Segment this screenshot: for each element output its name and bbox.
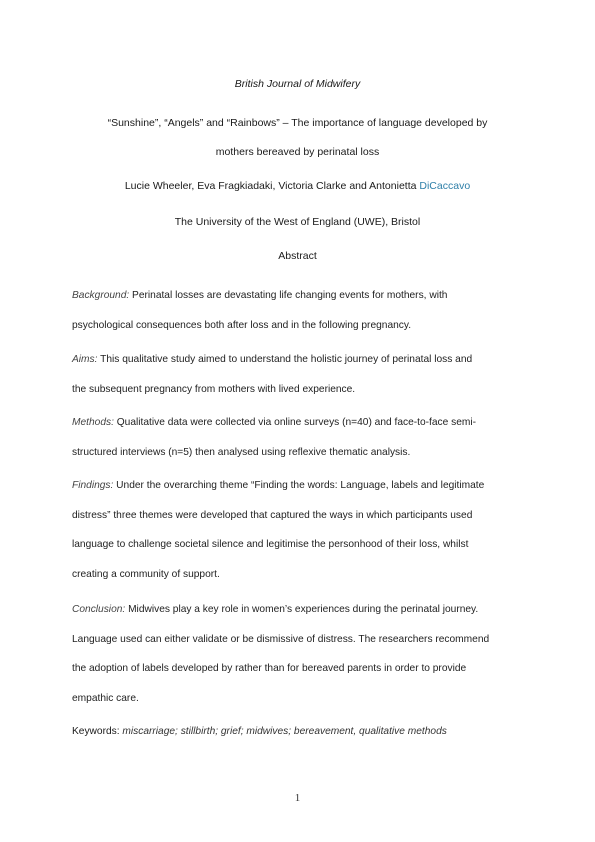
abstract-background xyxy=(72,281,527,340)
background-line-2: psychological consequences both after loss and in the following pregnancy. xyxy=(72,319,412,331)
findings-line-4: creating a community of support. xyxy=(72,568,220,580)
paper-title-line-1: “Sunshine”, “Angels” and “Rainbows” – The importance of language developed by xyxy=(107,117,488,129)
methods-line-1: Methods: Qualitative data were collected via online surveys (n=40) and face-to-face semi- xyxy=(72,417,477,428)
aims-line-2: the subsequent pregnancy from mothers with lived experience. xyxy=(72,383,356,395)
methods-line-2: structured interviews (n=5) then analysed using reflexive thematic analysis. xyxy=(72,446,411,458)
background-line-1: Background: Perinatal losses are devastating life changing events for mothers, with xyxy=(72,290,448,301)
author-list xyxy=(0,180,595,192)
keywords xyxy=(72,717,527,747)
affiliation: The University of the West of England (UWE), Bristol xyxy=(174,216,421,228)
page-number: 1 xyxy=(294,792,301,804)
paper-title-line-2: mothers bereaved by perinatal loss xyxy=(215,146,380,158)
keywords-line xyxy=(72,717,527,747)
abstract-conclusion xyxy=(72,595,527,713)
author-names: Lucie Wheeler, Eva Fragkiadaki, Victoria Clarke and Antonietta xyxy=(124,180,420,192)
methods-label: Methods: xyxy=(72,417,114,428)
conclusion-line-1: Conclusion: Midwives play a key role in women’s experiences during the perinatal journey. xyxy=(72,604,479,615)
keywords-label: Keywords: xyxy=(72,726,120,737)
findings-line-2: distress” three themes were developed that captured the ways in which participants used xyxy=(72,509,473,521)
aims-line-1: Aims: This qualitative study aimed to understand the holistic journey of perinatal loss and xyxy=(72,354,473,365)
abstract-findings xyxy=(72,471,527,589)
journal-name: British Journal of Midwifery xyxy=(234,78,361,90)
abstract-aims xyxy=(72,345,527,404)
keywords-value: miscarriage; stillbirth; grief; midwives; bereavement, qualitative methods xyxy=(119,726,447,737)
conclusion-label: Conclusion: xyxy=(72,604,126,615)
abstract-methods xyxy=(72,408,527,467)
findings-line-3: language to challenge societal silence and legitimise the personhood of their loss, whilst xyxy=(72,539,469,550)
aims-label: Aims: xyxy=(72,354,98,365)
author-highlight: DiCaccavo xyxy=(419,180,471,192)
conclusion-line-4: empathic care. xyxy=(72,692,139,704)
findings-label: Findings: xyxy=(72,480,114,491)
findings-line-1: Findings: Under the overarching theme “Finding the words: Language, labels and legitimate xyxy=(72,480,485,491)
background-label: Background: xyxy=(72,290,130,301)
abstract-heading: Abstract xyxy=(278,250,317,262)
conclusion-line-2: Language used can either validate or be dismissive of distress. The researchers recommend xyxy=(72,633,490,645)
conclusion-line-3: the adoption of labels developed by rather than for bereaved parents in order to provide xyxy=(72,663,467,674)
